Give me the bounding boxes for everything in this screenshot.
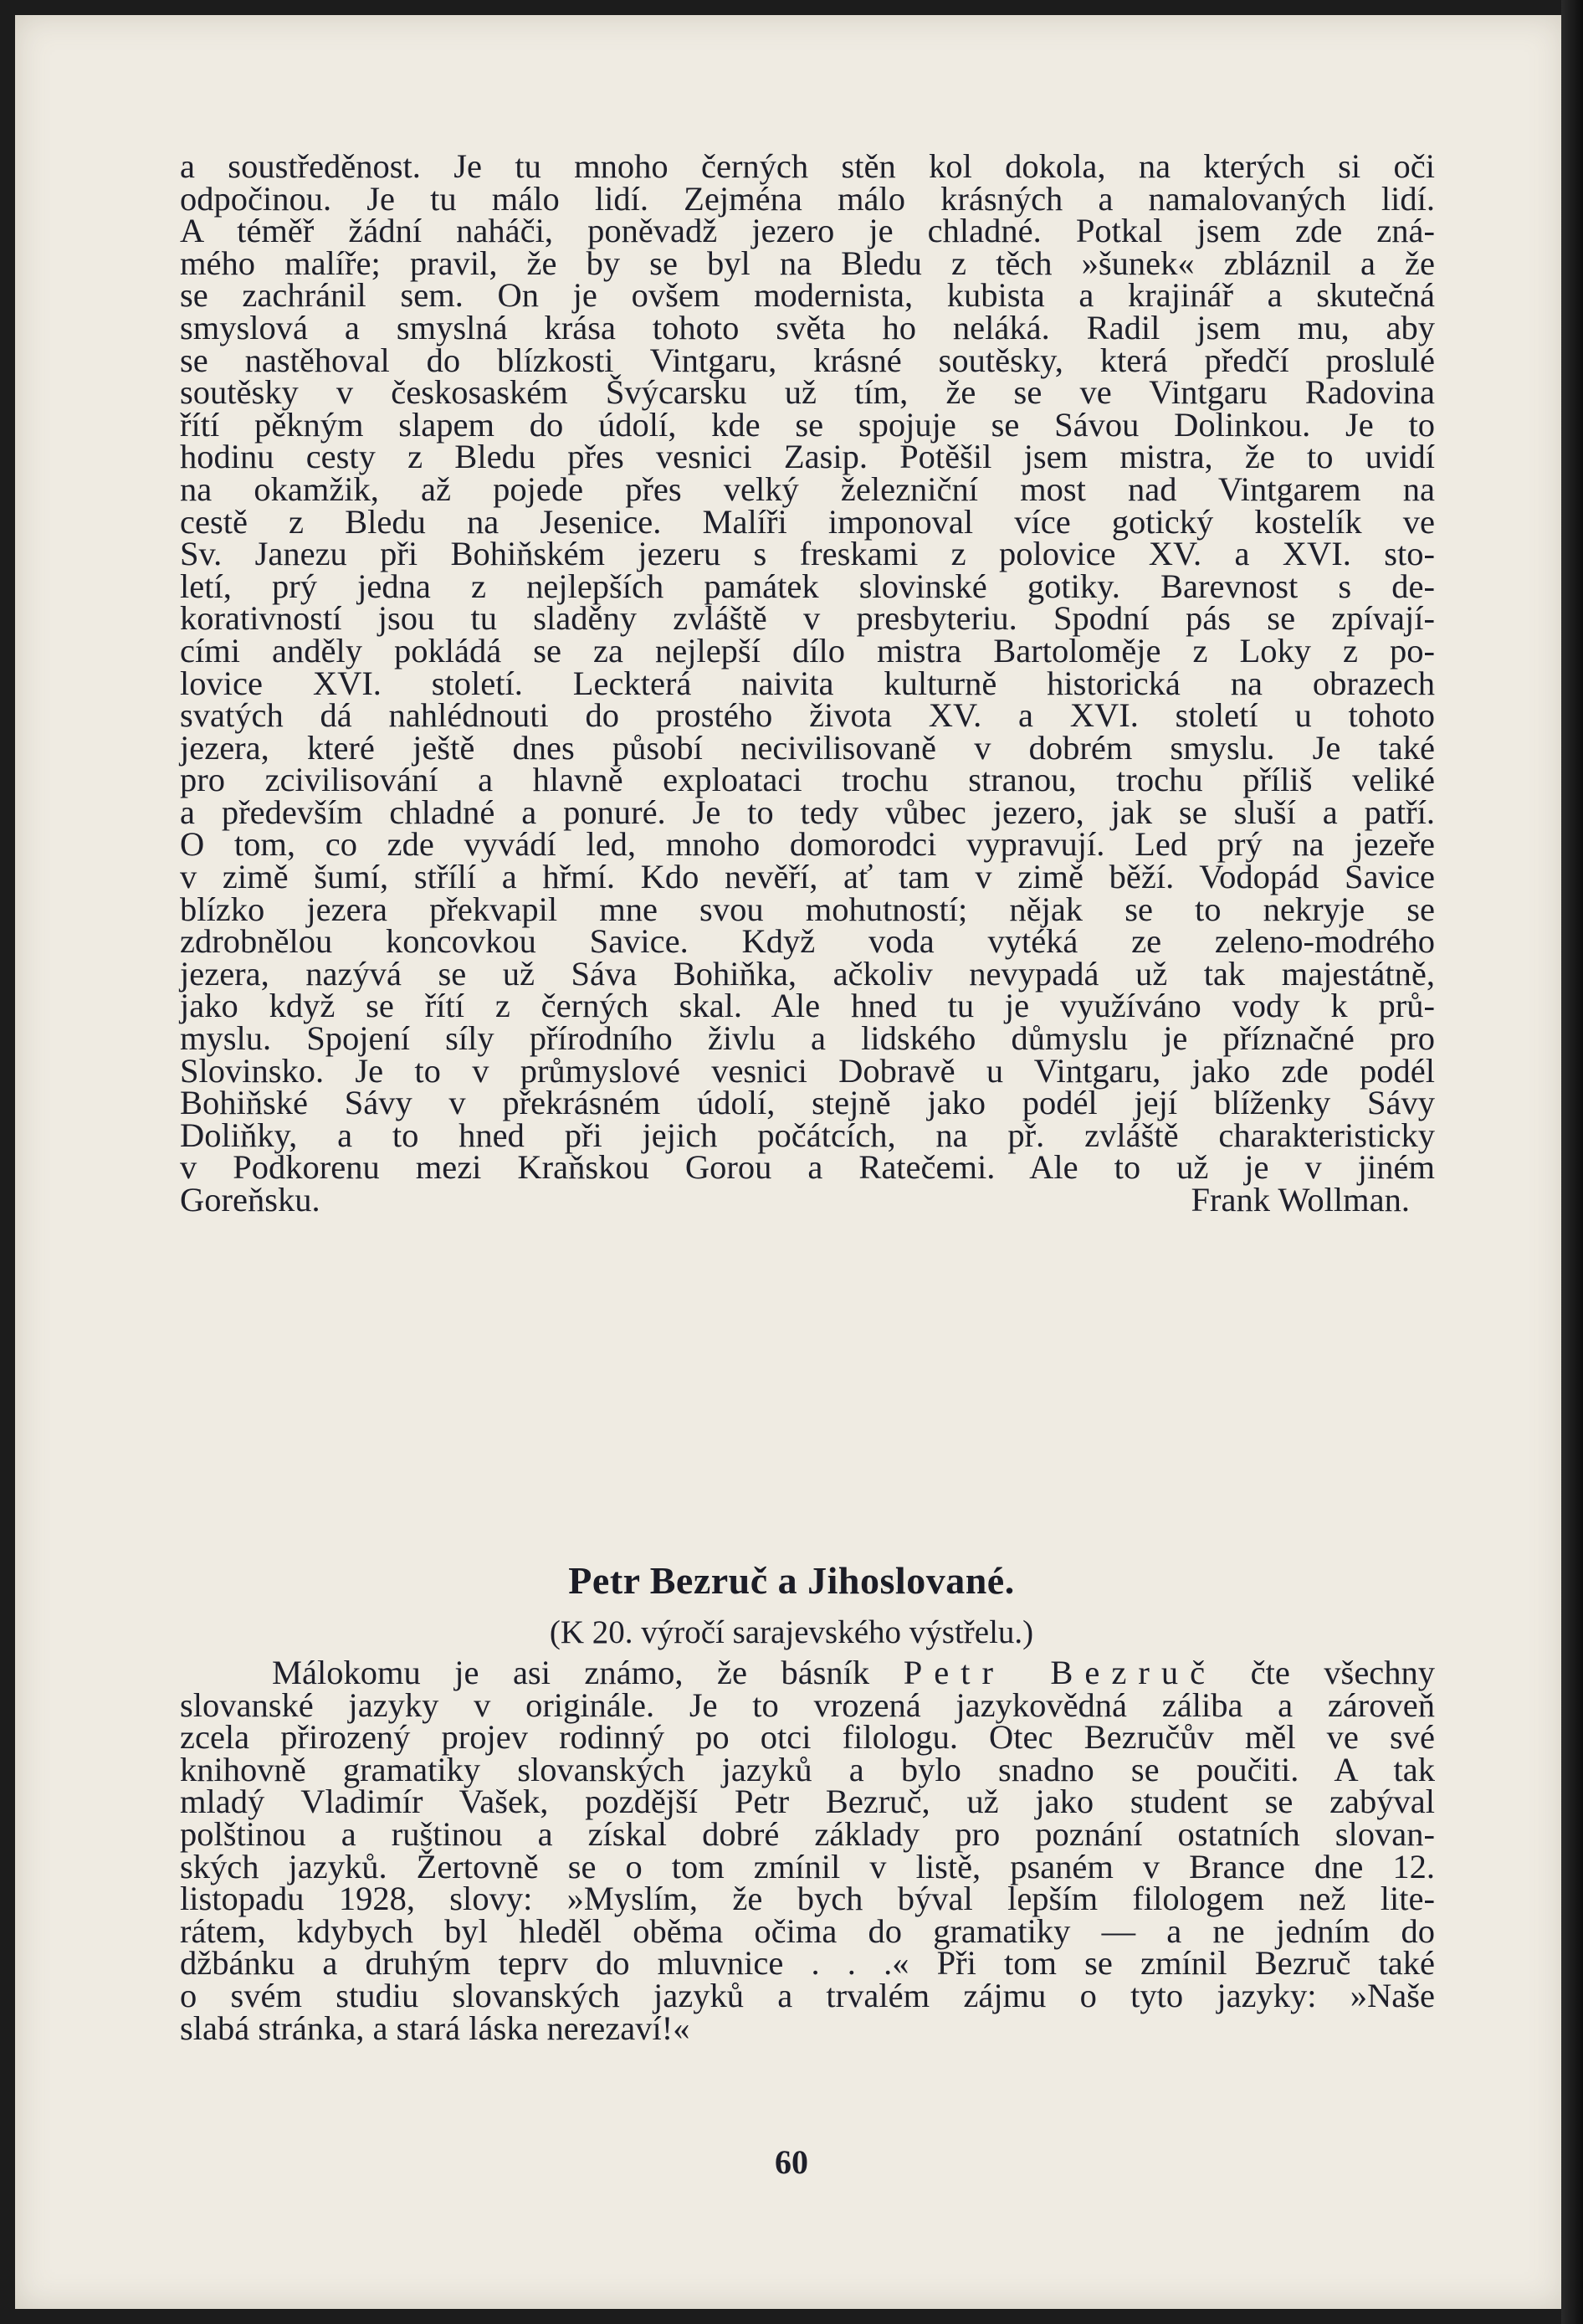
text-line: Slovinsko. Je to v průmyslové vesnici Dobravě u Vintgaru, jako zde podél bbox=[180, 1051, 1435, 1090]
article-title: Petr Bezruč a Jihoslované. bbox=[568, 1559, 1015, 1602]
text-line: svatých dá nahlédnouti do prostého života XV. a XVI. století u tohoto bbox=[180, 696, 1435, 735]
text-line: Goreňsku. bbox=[180, 1181, 320, 1218]
text-line: slabá stránka, a stará láska nerezaví!« bbox=[180, 2008, 690, 2047]
text-line: v Podkorenu mezi Kraňskou Gorou a Ratečemi. Ale to už je v jiném bbox=[180, 1148, 1435, 1187]
text-line: se nastěhoval do blízkosti Vintgaru, krásné soutěsky, která předčí proslulé bbox=[180, 341, 1435, 379]
text-line: ských jazyků. Žertovně se o tom zmínil v listě, psaném v Brance dne 12. bbox=[180, 1847, 1435, 1885]
text-fragment: Málokomu je asi známo, že básník bbox=[272, 1654, 870, 1691]
text-line: se zachránil sem. On je ovšem modernista, kubista a krajinář a skutečná bbox=[180, 276, 1435, 315]
text-line: cími anděly pokládá se za nejlepší dílo mistra Bartoloměje z Loky z po- bbox=[180, 631, 1435, 669]
text-line: letí, prý jedna z nejlepších památek slovinské gotiky. Barevnost s de- bbox=[180, 567, 1435, 605]
text-line: blízko jezera překvapil mne svou mohutností; nějak se to nekryje se bbox=[180, 890, 1435, 928]
text-line: řítí pěkným slapem do údolí, kde se spojuje se Sávou Dolinkou. Je to bbox=[180, 405, 1435, 444]
text-line: na okamžik, až pojede přes velký železniční most nad Vintgarem na bbox=[180, 469, 1435, 508]
text-line: jezera, nazývá se už Sáva Bohiňka, ačkoliv nevypadá už tak majestátně, bbox=[180, 954, 1435, 993]
text-line: A téměř žádní naháči, poněvadž jezero je chladné. Potkal jsem zde zná- bbox=[180, 212, 1435, 250]
text-line: a soustředěnost. Je tu mnoho černých stěn kol dokola, na kterých si oči bbox=[180, 147, 1435, 185]
text-line: rátem, kdybych byl hleděl oběma očima do gramatiky — a ne jedním do bbox=[180, 1911, 1435, 1950]
poet-name: Petr Bezruč bbox=[903, 1654, 1217, 1691]
text-line: Sv. Janezu při Bohiňském jezeru s freskami z polovice XV. a XVI. sto- bbox=[180, 535, 1435, 573]
text-line: jezera, které ještě dnes působí necivilisovaně v dobrém smyslu. Je také bbox=[180, 728, 1435, 767]
text-line: listopadu 1928, slovy: »Myslím, že bych býval lepším filologem než lite- bbox=[180, 1880, 1435, 1918]
text-line: jako když se řítí z černých skal. Ale hned tu je využíváno vody k prů- bbox=[180, 987, 1435, 1025]
text-line: hodinu cesty z Bledu přes vesnici Zasip. Potěšil jsem mistra, že to uvidí bbox=[180, 438, 1435, 476]
text-line: a především chladné a ponuré. Je to tedy vůbec jezero, jak se sluší a patří. bbox=[180, 793, 1435, 831]
text-line: korativností jsou tu sladěny zvláště v presbyteriu. Spodní pás se zpívají- bbox=[180, 599, 1435, 638]
text-line: polštinou a ruštinou a získal dobré základy pro poznání ostatních slovan- bbox=[180, 1814, 1435, 1853]
text-line: o svém studiu slovanských jazyků a trvalém zájmu o tyto jazyky: »Naše bbox=[180, 1976, 1435, 2014]
text-line: pro zcivilisování a hlavně exploataci trochu stranou, trochu příliš veliké bbox=[180, 761, 1435, 799]
text-line-first bbox=[180, 1654, 1436, 1691]
text-line: mého malíře; pravil, že by se byl na Bledu z těch »šunek« zbláznil a že bbox=[180, 244, 1435, 282]
text-line: slovanské jazyky v originále. Je to vrozená jazykovědná záliba a zároveň bbox=[180, 1685, 1435, 1724]
text-line: zcela přirozený projev rodinný po otci filologu. Otec Bezručův měl ve své bbox=[180, 1718, 1435, 1757]
text-line: smyslová a smyslná krása tohoto světa ho neláká. Radil jsem mu, aby bbox=[180, 308, 1435, 346]
text-line: cestě z Bledu na Jesenice. Malíři imponoval více gotický kostelík ve bbox=[180, 502, 1435, 541]
text-line: Doliňky, a to hned při jejich počátcích, na př. zvláště charakteristicky bbox=[180, 1116, 1435, 1154]
article-subtitle: (K 20. výročí sarajevského výstřelu.) bbox=[549, 1614, 1034, 1650]
text-line: lovice XVI. století. Leckterá naivita kulturně historická na obrazech bbox=[180, 664, 1435, 702]
text-line: soutěsky v českosaském Švýcarsku už tím, že se ve Vintgaru Radovina bbox=[180, 373, 1435, 412]
article-bezruc bbox=[180, 1632, 1436, 2047]
text-line: mladý Vladimír Vašek, pozdější Petr Bezruč, už jako student se zabýval bbox=[180, 1783, 1435, 1821]
text-line: knihovně gramatiky slovanských jazyků a bylo snadno se poučiti. A tak bbox=[180, 1750, 1435, 1788]
text-line: O tom, co zde vyvádí led, mnoho domorodci vypravují. Led prý na jezeře bbox=[180, 825, 1435, 864]
book-spine bbox=[1561, 0, 1583, 2324]
article-wollman bbox=[180, 147, 1435, 1218]
text-line: odpočinou. Je tu málo lidí. Zejména málo krásných a namalovaných lidí. bbox=[180, 179, 1435, 218]
text-line: v zimě šumí, střílí a hřmí. Kdo nevěří, ať tam v zimě běží. Vodopád Savice bbox=[180, 858, 1435, 896]
text-line: Bohiňské Sávy v překrásném údolí, stejně jako podél její blíženky Sávy bbox=[180, 1084, 1435, 1122]
text-line: zdrobnělou koncovkou Savice. Když voda vytéká ze zeleno-modrého bbox=[180, 922, 1435, 961]
text-fragment: čte všechny bbox=[1250, 1654, 1436, 1691]
text-line: myslu. Spojení síly přírodního živlu a lidského důmyslu je příznačné pro bbox=[180, 1019, 1435, 1058]
page-number: 60 bbox=[775, 2143, 808, 2181]
text-line: džbánku a druhým teprv do mluvnice . . .« Při tom se zmínil Bezruč také bbox=[180, 1944, 1435, 1983]
closing-line bbox=[180, 1181, 1435, 1218]
author-signature: Frank Wollman. bbox=[1191, 1181, 1410, 1218]
